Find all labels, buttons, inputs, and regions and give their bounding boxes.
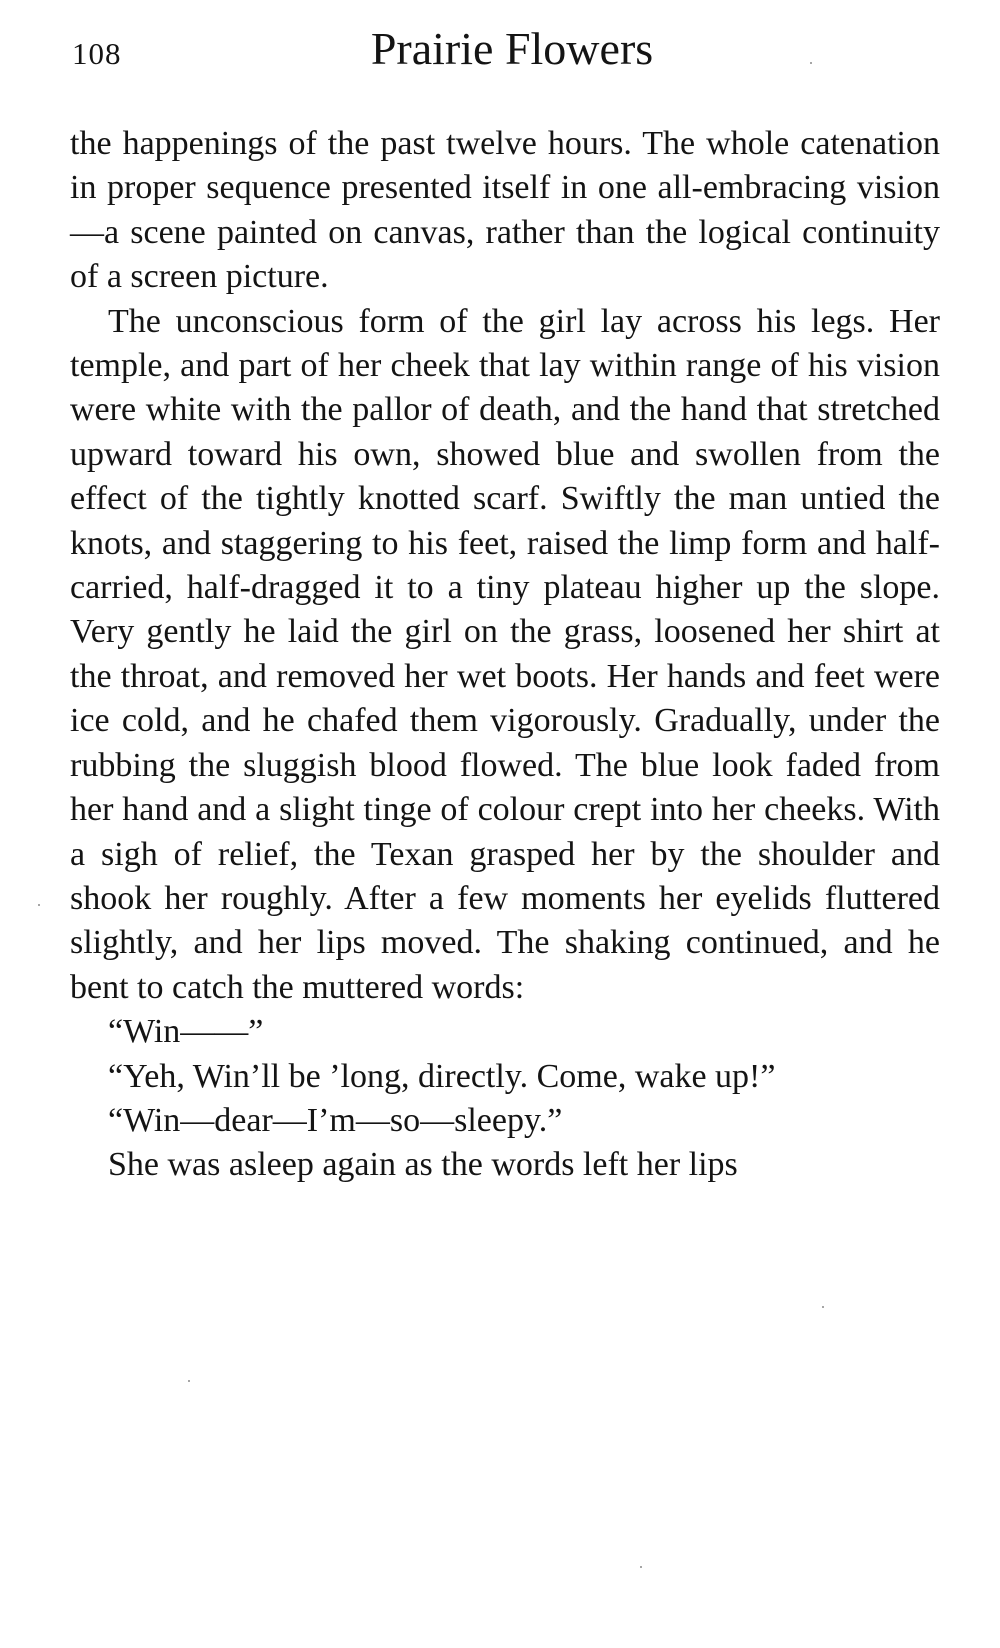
- dialogue-line: “Yeh, Win’ll be ’long, directly. Come, wake up!”: [108, 1057, 776, 1095]
- print-speck: [640, 1566, 642, 1568]
- paragraph: The unconscious form of the girl lay across his legs. Her temple, and part of her cheek that lay within range of his vision were white with the pallor of death, and the hand that stretched upward toward his own, showed blue and swollen from the effect of the tightly knotted scarf. Swiftly the man untied the knots, and staggering to his feet, raised the limp form and half-carried, half-dragged it to a tiny plateau higher up the slope. Very gently he laid the girl on the grass, loosened her shirt at the throat, and removed her wet boots. Her hands and feet were ice cold, and he chafed them vigorously. Gradually, under the rubbing the sluggish blood flowed. The blue look faded from her hand and a slight tinge of colour crept into her cheeks. With a sigh of relief, the Texan grasped her by the shoulder and shook her roughly. After a few moments her eyelids fluttered slightly, and her lips moved. The shaking continued, and he bent to catch the muttered words:: [70, 302, 940, 1006]
- body-text: [70, 122, 940, 1188]
- print-speck: [38, 904, 40, 906]
- running-title: Prairie Flowers: [370, 23, 654, 74]
- page-header: [72, 14, 942, 84]
- print-speck: [822, 1306, 824, 1308]
- print-speck: [810, 62, 812, 64]
- paragraph: She was asleep again as the words left her lips: [108, 1146, 738, 1184]
- dialogue-line: “Win——”: [108, 1013, 264, 1051]
- page-number: 108: [72, 36, 122, 71]
- dialogue-line: “Win—dear—I’m—so—sleepy.”: [108, 1101, 563, 1139]
- print-speck: [188, 1380, 190, 1382]
- paragraph-continued: the happenings of the past twelve hours. The whole catenation in proper sequence presented itself in one all-embracing vision—a scene painted on canvas, rather than the logical continuity of a screen picture.: [70, 125, 940, 296]
